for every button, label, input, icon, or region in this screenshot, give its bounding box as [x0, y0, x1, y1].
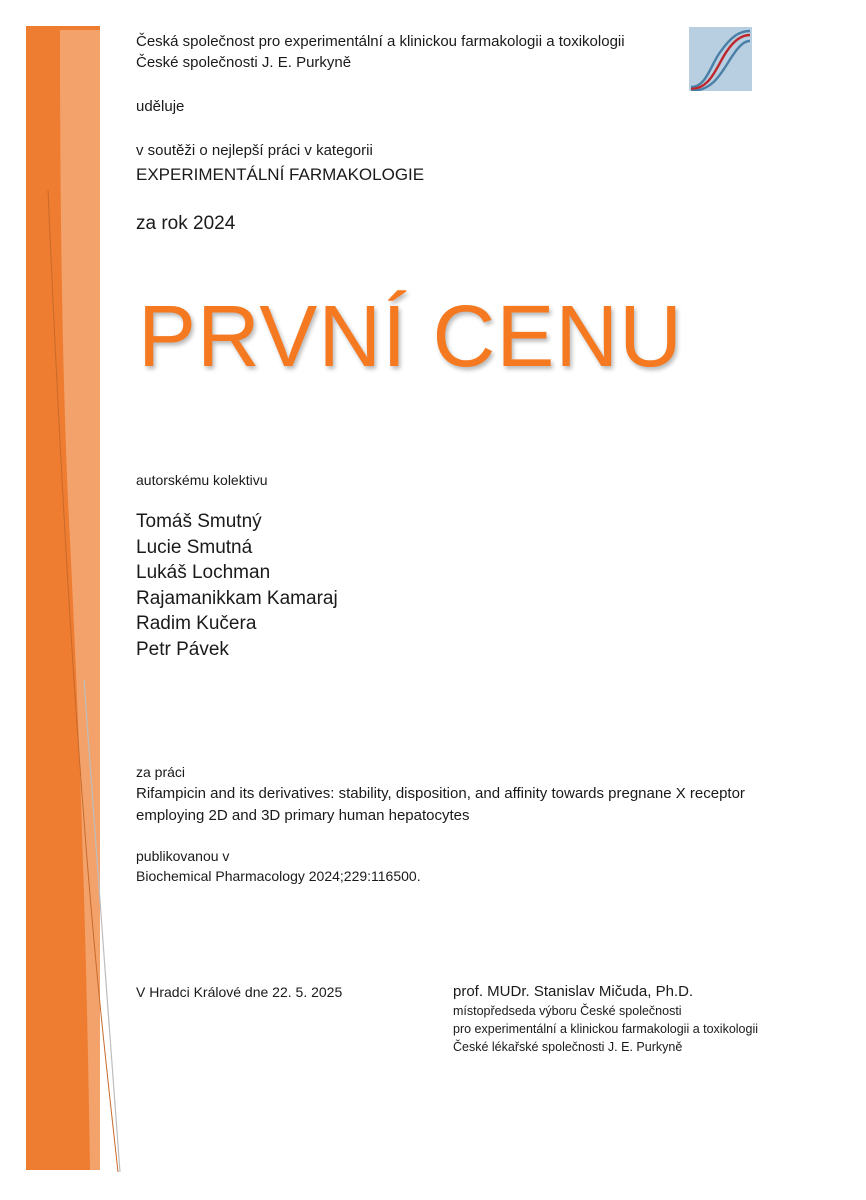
grants-text: uděluje — [136, 98, 185, 115]
work-title-line2: employing 2D and 3D primary human hepatocytes — [136, 807, 470, 824]
author-name: Lucie Smutná — [136, 536, 253, 558]
citation: Biochemical Pharmacology 2024;229:116500. — [136, 868, 421, 884]
author-name: Tomáš Smutný — [136, 511, 262, 532]
work-title-line1: Rifampicin and its derivatives: stability, disposition, and affinity towards pregnane X receptor — [136, 785, 745, 802]
category-name: EXPERIMENTÁLNÍ FARMAKOLOGIE — [136, 165, 425, 184]
signatory-name: prof. MUDr. Stanislav Mičuda, Ph.D. — [453, 983, 694, 1000]
society-logo-icon — [689, 27, 752, 91]
signatory-role-line3: České lékařské společnosti J. E. Purkyně — [453, 1040, 683, 1054]
authors-label: autorskému kolektivu — [136, 472, 268, 488]
work-label: za práci — [136, 764, 186, 780]
author-name: Lukáš Lochman — [136, 562, 271, 584]
author-list — [136, 509, 338, 663]
author-name: Rajamanikkam Kamaraj — [136, 587, 338, 609]
signatory-role-line1: místopředseda výboru České společnosti — [453, 1004, 682, 1018]
award-title: PRVNÍ CENU — [138, 288, 683, 385]
author-name: Radim Kučera — [136, 613, 257, 635]
author-name: Petr Pávek — [136, 638, 229, 660]
year-line: za rok 2024 — [136, 213, 236, 234]
place-date: V Hradci Králové dne 22. 5. 2025 — [136, 984, 343, 1000]
society-name-line1: Česká společnost pro experimentální a klinickou farmakologii a toxikologii — [136, 33, 625, 50]
society-name-line2: České společnosti J. E. Purkyně — [136, 54, 352, 71]
decorative-side-band — [0, 0, 140, 1200]
signatory-role-line2: pro experimentální a klinickou farmakologii a toxikologii — [453, 1022, 759, 1036]
competition-intro: v soutěži o nejlepší práci v kategorii — [136, 142, 373, 159]
published-label: publikovanou v — [136, 848, 230, 864]
